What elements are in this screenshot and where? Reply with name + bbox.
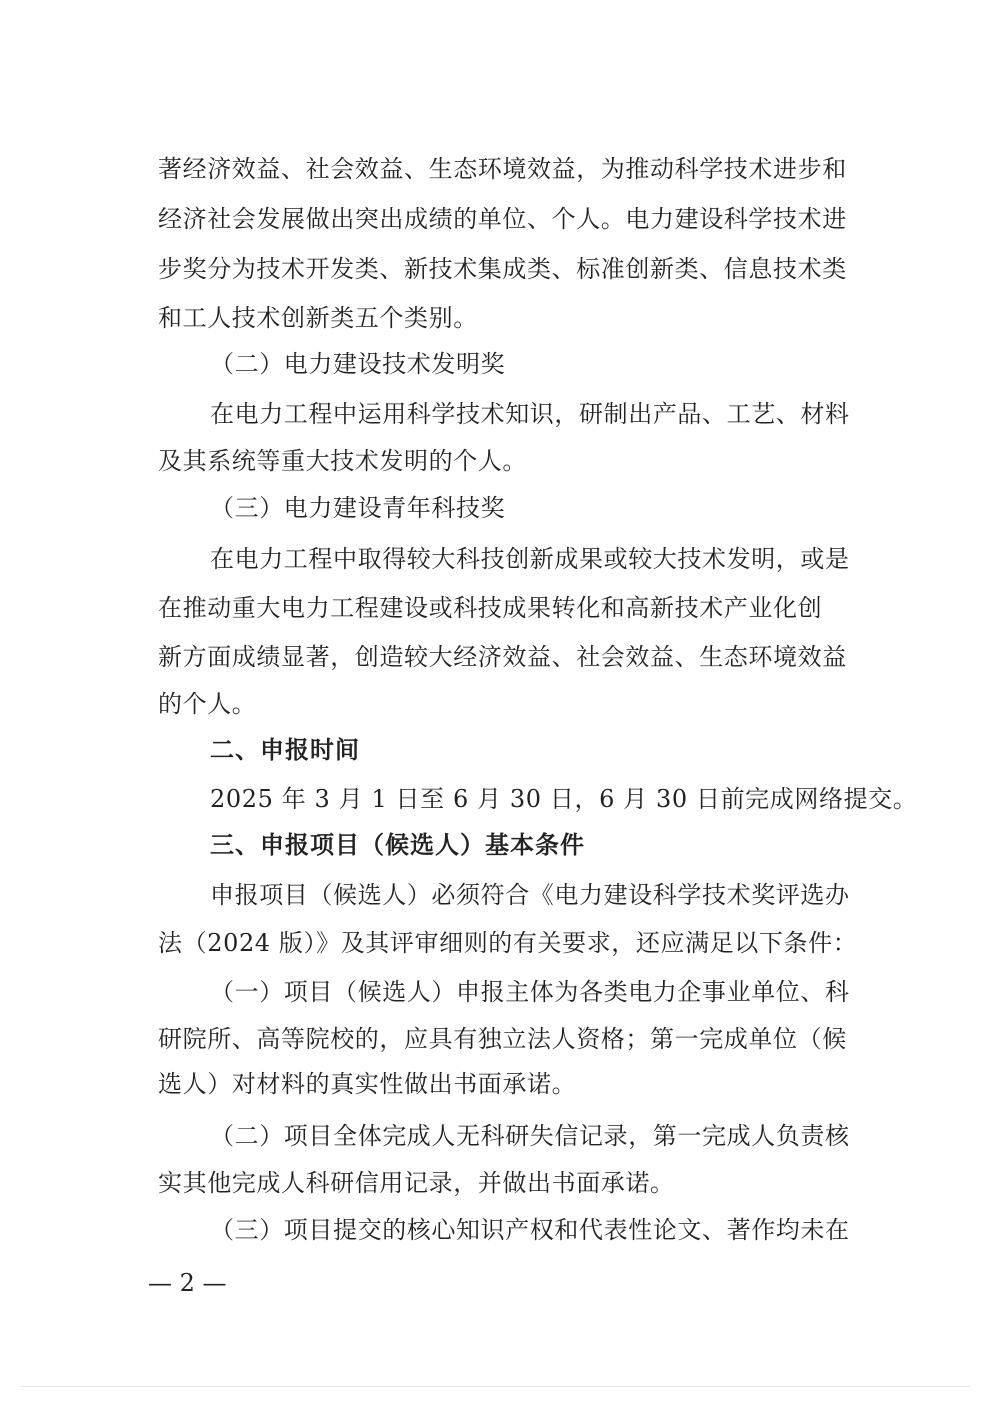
scan-edge-divider bbox=[20, 1386, 970, 1387]
section-heading-application-time: 二、申报时间 bbox=[210, 736, 360, 764]
text-line-1: 著经济效益、社会效益、生态环境效益，为推动科学技术进步和 bbox=[158, 155, 847, 183]
text-line-22: 实其他完成人科研信用记录，并做出书面承诺。 bbox=[158, 1169, 675, 1197]
text-line-16: 申报项目（候选人）必须符合《电力建设科学技术奖评选办 bbox=[210, 881, 850, 909]
section-heading-basic-conditions: 三、申报项目（候选人）基本条件 bbox=[210, 831, 585, 859]
text-line-9: 在电力工程中取得较大科技创新成果或较大技术发明，或是 bbox=[210, 545, 850, 573]
text-line-10: 在推动重大电力工程建设或科技成果转化和高新技术产业化创 bbox=[158, 594, 823, 622]
text-line-19: 研院所、高等院校的，应具有独立法人资格；第一完成单位（候 bbox=[158, 1025, 847, 1053]
text-line-18: （一）项目（候选人）申报主体为各类电力企事业单位、科 bbox=[210, 978, 850, 1006]
text-line-6: 在电力工程中运用科学技术知识，研制出产品、工艺、材料 bbox=[210, 400, 850, 428]
text-line-23: （三）项目提交的核心知识产权和代表性论文、著作均未在 bbox=[210, 1216, 850, 1244]
heading-youth-tech-award: （三）电力建设青年科技奖 bbox=[210, 494, 506, 522]
text-line-12: 的个人。 bbox=[158, 690, 257, 718]
text-line-20: 选人）对材料的真实性做出书面承诺。 bbox=[158, 1070, 577, 1098]
text-line-17: 法（2024 版）》及其评审细则的有关要求，还应满足以下条件： bbox=[158, 929, 858, 957]
text-line-11: 新方面成绩显著，创造较大经济效益、社会效益、生态环境效益 bbox=[158, 643, 847, 671]
text-line-2: 经济社会发展做出突出成绩的单位、个人。电力建设科学技术进 bbox=[158, 205, 847, 233]
text-application-period: 2025 年 3 月 1 日至 6 月 30 日，6 月 30 日前完成网络提交。 bbox=[210, 785, 918, 813]
text-line-21: （二）项目全体完成人无科研失信记录，第一完成人负责核 bbox=[210, 1122, 850, 1150]
page-number: — 2 — bbox=[148, 1269, 227, 1297]
text-line-3: 步奖分为技术开发类、新技术集成类、标准创新类、信息技术类 bbox=[158, 255, 847, 283]
text-line-7: 及其系统等重大技术发明的个人。 bbox=[158, 447, 527, 475]
text-line-4: 和工人技术创新类五个类别。 bbox=[158, 304, 478, 332]
heading-technology-invention-award: （二）电力建设技术发明奖 bbox=[210, 350, 506, 378]
